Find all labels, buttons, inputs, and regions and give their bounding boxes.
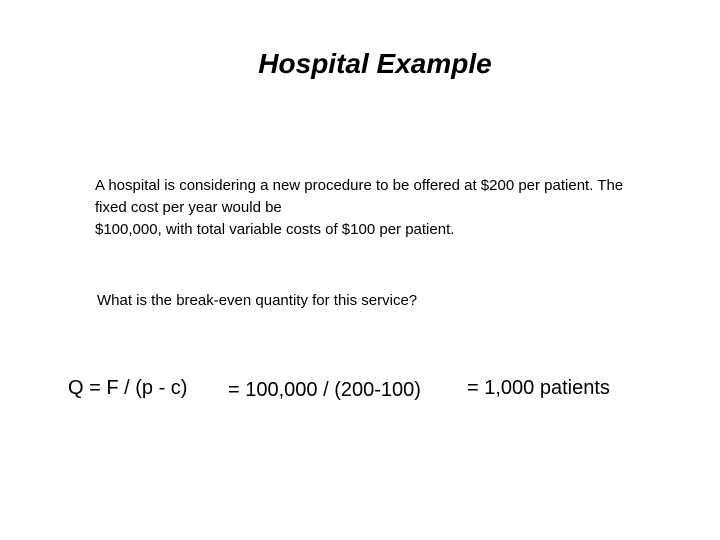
problem-statement (95, 175, 695, 241)
problem-line: fixed cost per year would be (95, 199, 282, 216)
formula-definition: Q = F / (p - c) (68, 377, 188, 399)
question-text: What is the break-even quantity for this service? (97, 292, 418, 309)
formula-substitution: = 100,000 / (200-100) (228, 379, 421, 401)
problem-line: A hospital is considering a new procedure to be offered at $200 per patient. The (95, 177, 624, 194)
problem-line: $100,000, with total variable costs of $100 per patient. (95, 221, 455, 238)
formula-result: = 1,000 patients (467, 377, 610, 399)
slide-title: Hospital Example (258, 48, 492, 79)
